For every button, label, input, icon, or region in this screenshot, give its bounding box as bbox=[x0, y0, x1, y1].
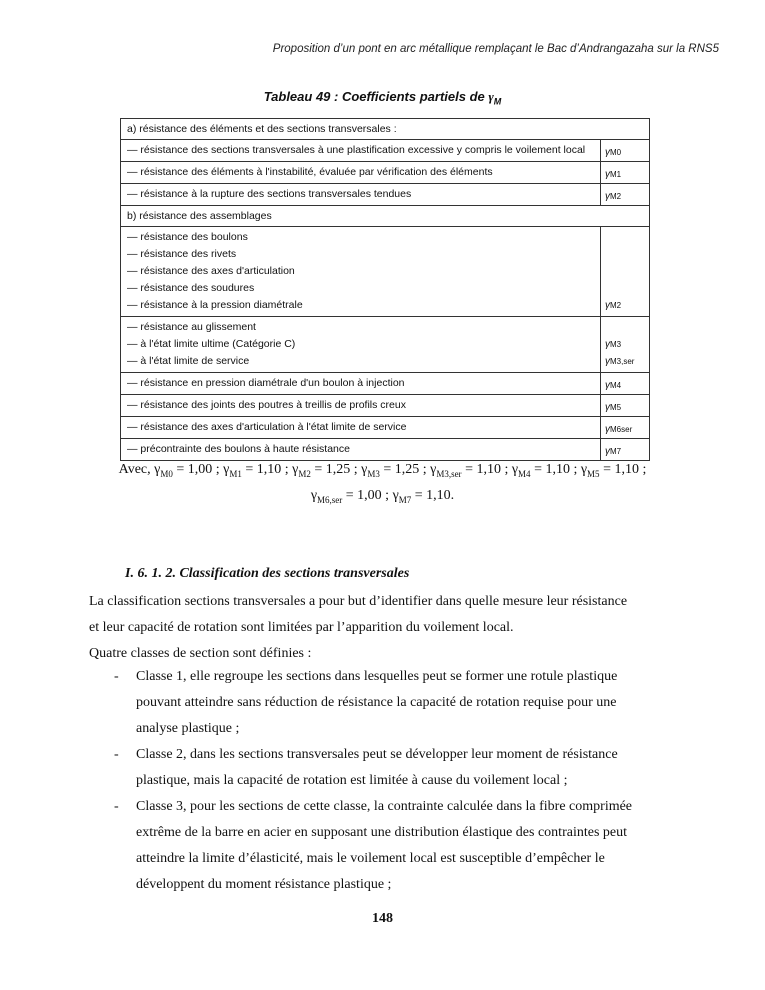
list-item: - Classe 1, elle regroupe les sections dans lesquelles peut se former une rotule plastique pouvant atteindre sans réduction de résistance la capacité de rotation requise pour une analyse plastique ; bbox=[89, 664, 689, 742]
symbol-m3-ser: γM3,ser bbox=[605, 356, 635, 367]
classes-intro: Quatre classes de section sont définies : bbox=[89, 646, 312, 661]
row-label: — résistance des axes d'articulation à l'état limite de service bbox=[121, 417, 601, 439]
caption-text: Tableau 49 : Coefficients partiels de bbox=[263, 89, 489, 104]
value-gamma-m3: $\gamma_{M3} = 1,25$ ; bbox=[361, 462, 431, 479]
section-title: I. 6. 1. 2. Classification des sections transversales bbox=[125, 566, 410, 581]
row-symbol: γM1 bbox=[601, 162, 650, 184]
row-symbol: γM2 bbox=[601, 184, 650, 206]
group2-line: — à l'état limite ultime (Catégorie C) bbox=[127, 338, 296, 350]
group1-symbol: γM2 bbox=[601, 227, 650, 317]
group2-labels bbox=[121, 317, 601, 373]
table-row bbox=[121, 417, 650, 439]
group1-labels bbox=[121, 227, 601, 317]
row-symbol: γM7 bbox=[601, 439, 650, 461]
value-gamma-m5: $\gamma_{M5} = 1,10$ ; bbox=[580, 462, 647, 479]
group1-line: — résistance des soudures bbox=[127, 282, 255, 294]
row-label: — résistance des joints des poutres à treillis de profils creux bbox=[121, 395, 601, 417]
group1-line: — résistance des rivets bbox=[127, 248, 237, 260]
list-item: - Classe 2, dans les sections transversales peut se développer leur moment de résistance plastique, mais la capacité de rotation est limitée à cause du voilement local ; bbox=[89, 742, 689, 794]
group1-line: — résistance des boulons bbox=[127, 231, 248, 243]
table-row bbox=[121, 227, 650, 317]
row-label: — résistance des éléments à l'instabilité, évaluée par vérification des éléments bbox=[121, 162, 601, 184]
page-number: 148 bbox=[372, 911, 393, 926]
coefficient-values-line1 bbox=[0, 462, 765, 479]
list-dash: - bbox=[114, 669, 119, 684]
value-gamma-m3-ser: $\gamma_{M3,ser} = 1,10$ ; bbox=[430, 462, 512, 479]
list-dash: - bbox=[114, 747, 119, 762]
row-label: — résistance à la rupture des sections transversales tendues bbox=[121, 184, 601, 206]
row-label: — résistance des sections transversales à une plastification excessive y compris le voilement local bbox=[121, 140, 601, 162]
row-symbol: γM6ser bbox=[601, 417, 650, 439]
table-caption bbox=[0, 89, 765, 107]
classes-list bbox=[89, 664, 689, 898]
table-row bbox=[121, 206, 650, 227]
paragraph-line: La classification sections transversales a pour but d’identifier dans quelle mesure leur résistance bbox=[89, 594, 628, 609]
row-label: — précontrainte des boulons à haute résistance bbox=[121, 439, 601, 461]
coefficient-values-line2 bbox=[0, 488, 765, 505]
table-row bbox=[121, 317, 650, 373]
row-label: — résistance en pression diamétrale d'un boulon à injection bbox=[121, 373, 601, 395]
value-gamma-m6-ser: $\gamma_{M6,ser} = 1,00$ ; bbox=[310, 488, 393, 505]
running-header: Proposition d’un pont en arc métallique remplaçant le Bac d’Andrangazaha sur la RNS5 bbox=[272, 43, 719, 55]
list-item: - Classe 3, pour les sections de cette classe, la contrainte calculée dans la fibre comprimée extrême de la barre en acier en supposant une distribution élastique des contraintes peut atteindre la limite d’élasticité, mais le voilement local est susceptible d’empêcher le développent du moment résistance plastique ; bbox=[89, 794, 689, 898]
table-row bbox=[121, 119, 650, 140]
list-dash: - bbox=[114, 799, 119, 814]
row-symbol: γM0 bbox=[601, 140, 650, 162]
paragraph-line: et leur capacité de rotation sont limitées par l’apparition du voilement local. bbox=[89, 620, 514, 635]
row-symbol: γM5 bbox=[601, 395, 650, 417]
table-row bbox=[121, 373, 650, 395]
row-symbol: γM4 bbox=[601, 373, 650, 395]
values-intro: Avec, bbox=[118, 462, 155, 477]
value-gamma-m0: $\gamma_{M0} = 1,00$ ; bbox=[154, 462, 224, 479]
group2-line: — résistance au glissement bbox=[127, 321, 256, 333]
body-paragraph bbox=[89, 589, 689, 667]
group2-line: — à l'état limite de service bbox=[127, 355, 250, 367]
table-row bbox=[121, 162, 650, 184]
group1-line: — résistance des axes d'articulation bbox=[127, 265, 295, 277]
symbol-m3: γM3 bbox=[605, 339, 622, 350]
coefficients-table bbox=[120, 118, 650, 461]
value-gamma-m2: $\gamma_{M2} = 1,25$ ; bbox=[292, 462, 362, 479]
group1-line: — résistance à la pression diamétrale bbox=[127, 299, 303, 311]
table-row bbox=[121, 140, 650, 162]
value-gamma-m1: $\gamma_{M1} = 1,10$ ; bbox=[223, 462, 293, 479]
caption-sub: M bbox=[493, 96, 502, 107]
value-gamma-m4: $\gamma_{M4} = 1,10$ ; bbox=[511, 462, 581, 479]
group2-symbols bbox=[601, 317, 650, 373]
caption-gamma: γ bbox=[488, 89, 494, 104]
table-row bbox=[121, 439, 650, 461]
table-row bbox=[121, 395, 650, 417]
section-a-header: a) résistance des éléments et des sections transversales : bbox=[121, 119, 650, 140]
section-b-header: b) résistance des assemblages bbox=[121, 206, 650, 227]
value-gamma-m7: $\gamma_{M7} = 1,10$. bbox=[392, 488, 455, 505]
table-row bbox=[121, 184, 650, 206]
